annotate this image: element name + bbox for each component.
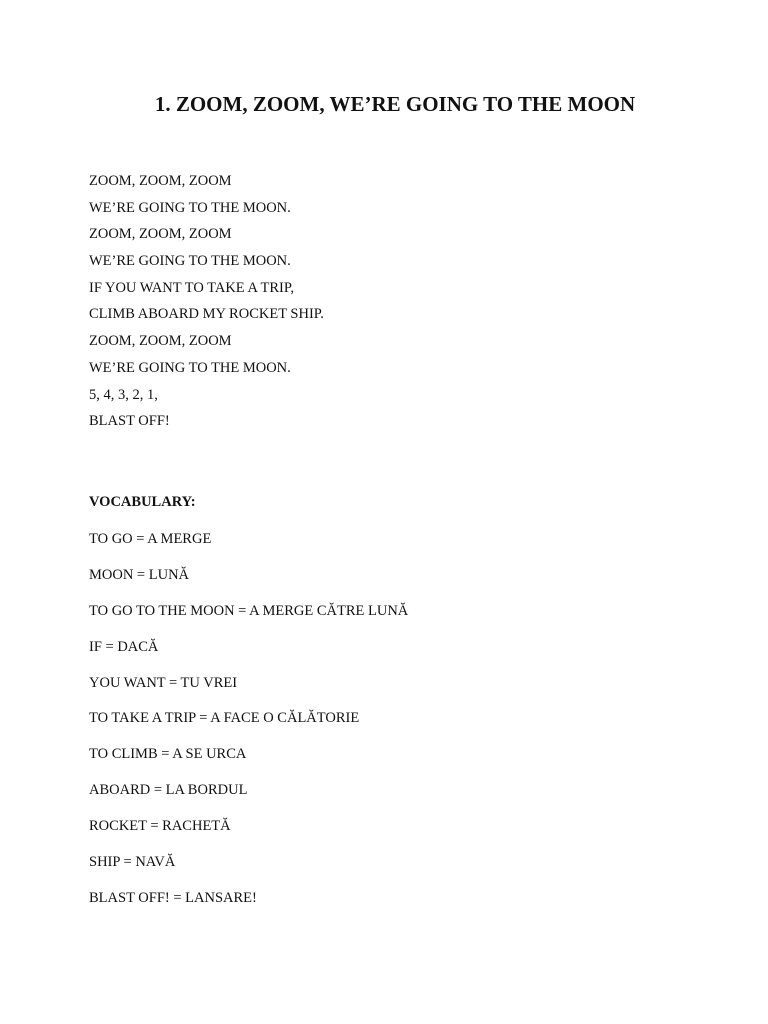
vocabulary-item: IF = DACĂ bbox=[89, 638, 159, 655]
lyric-line: ZOOM, ZOOM, ZOOM bbox=[89, 333, 232, 350]
vocabulary-item: SHIP = NAVĂ bbox=[89, 854, 176, 871]
song-lyrics bbox=[89, 172, 324, 439]
lyric-line: BLAST OFF! bbox=[89, 413, 170, 430]
vocabulary-list bbox=[89, 530, 408, 925]
lyric-line: WE’RE GOING TO THE MOON. bbox=[89, 199, 291, 216]
lyric-line: WE’RE GOING TO THE MOON. bbox=[89, 253, 291, 270]
lyric-line: IF YOU WANT TO TAKE A TRIP, bbox=[89, 279, 294, 296]
lyric-line: ZOOM, ZOOM, ZOOM bbox=[89, 173, 232, 189]
vocabulary-item: YOU WANT = TU VREI bbox=[89, 674, 238, 691]
vocabulary-item: BLAST OFF! = LANSARE! bbox=[89, 889, 257, 906]
lyric-line: WE’RE GOING TO THE MOON. bbox=[89, 359, 291, 376]
vocabulary-item: TO CLIMB = A SE URCA bbox=[89, 746, 247, 763]
vocabulary-item: ROCKET = RACHETĂ bbox=[89, 818, 231, 835]
lyric-line: CLIMB ABOARD MY ROCKET SHIP. bbox=[89, 306, 324, 323]
vocabulary-item: MOON = LUNĂ bbox=[89, 566, 190, 583]
lyric-line: ZOOM, ZOOM, ZOOM bbox=[89, 226, 232, 243]
vocabulary-item: ABOARD = LA BORDUL bbox=[89, 782, 248, 799]
vocabulary-item: TO TAKE A TRIP = A FACE O CĂLĂTORIE bbox=[89, 710, 360, 727]
vocabulary-heading: VOCABULARY: bbox=[89, 494, 196, 510]
vocabulary-item: TO GO = A MERGE bbox=[89, 531, 212, 547]
vocabulary-item: TO GO TO THE MOON = A MERGE CĂTRE LUNĂ bbox=[89, 602, 409, 619]
lyric-line: 5, 4, 3, 2, 1, bbox=[89, 386, 158, 403]
page-title: 1. ZOOM, ZOOM, WE’RE GOING TO THE MOON bbox=[154, 92, 636, 116]
